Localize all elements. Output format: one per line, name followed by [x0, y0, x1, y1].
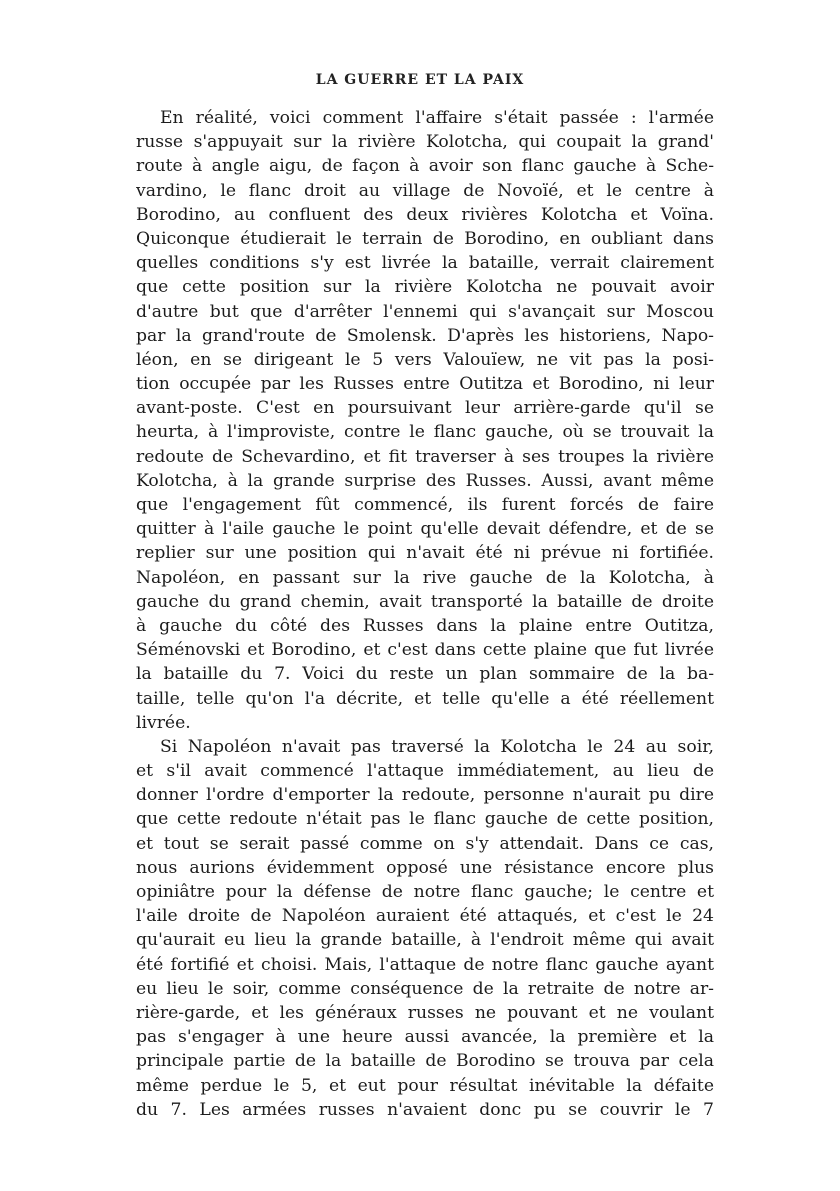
text-line: d'autre but que d'arrêter l'ennemi qui s'avançait sur Moscou: [136, 301, 714, 322]
text-line: et s'il avait commencé l'attaque immédiatement, au lieu de: [136, 761, 714, 782]
text-line: route à angle aigu, de façon à avoir son flanc gauche à Sche-: [136, 156, 714, 177]
text-line: rière-garde, et les généraux russes ne pouvant et ne voulant: [136, 1002, 714, 1023]
text-line: vardino, le flanc droit au village de Novoïé, et le centre à: [136, 180, 714, 201]
paragraph-1: [136, 106, 714, 735]
text-line: principale partie de la bataille de Borodino se trouva par cela: [136, 1051, 714, 1072]
text-line: du 7. Les armées russes n'avaient donc pu se couvrir le 7: [136, 1099, 714, 1120]
text-line: que l'engagement fût commencé, ils furent forcés de faire: [136, 495, 714, 515]
text-line: été fortifié et choisi. Mais, l'attaque de notre flanc gauche ayant: [136, 954, 714, 975]
text-line: pas s'engager à une heure aussi avancée, la première et la: [136, 1027, 714, 1048]
text-line: tion occupée par les Russes entre Outitza et Borodino, ni leur: [136, 374, 714, 395]
text-line: que cette position sur la rivière Kolotcha ne pouvait avoir: [136, 277, 714, 298]
text-line: heurta, à l'improviste, contre le flanc gauche, où se trouvait la: [136, 422, 714, 443]
text-line: taille, telle qu'on l'a décrite, et telle qu'elle a été réellement: [136, 688, 714, 709]
text-line: et tout se serait passé comme on s'y attendait. Dans ce cas,: [136, 833, 714, 854]
text-line: eu lieu le soir, comme conséquence de la retraite de notre ar-: [136, 978, 714, 999]
text-line: à gauche du côté des Russes dans la plaine entre Outitza,: [136, 615, 714, 636]
paragraph-2: [136, 735, 714, 1122]
text-line: que cette redoute n'était pas le flanc gauche de cette position,: [136, 809, 714, 830]
text-line: En réalité, voici comment l'affaire s'était passée : l'armée: [160, 108, 714, 128]
text-line: Séménovski et Borodino, et c'est dans cette plaine que fut livrée: [136, 640, 714, 661]
text-line: Napoléon, en passant sur la rive gauche de la Kolotcha, à: [136, 567, 714, 588]
text-line: replier sur une position qui n'avait été ni prévue ni fortifiée.: [136, 543, 714, 564]
text-line: russe s'appuyait sur la rivière Kolotcha, qui coupait la grand': [136, 132, 714, 153]
text-line: la bataille du 7. Voici du reste un plan sommaire de la ba-: [136, 664, 714, 685]
text-line: Quiconque étudierait le terrain de Borodino, en oubliant dans: [136, 228, 714, 249]
text-line: qu'aurait eu lieu la grande bataille, à l'endroit même qui avait: [136, 930, 714, 951]
text-line: livrée.: [136, 712, 191, 733]
text-line: avant-poste. C'est en poursuivant leur arrière-garde qu'il se: [136, 398, 714, 419]
text-line: Kolotcha, à la grande surprise des Russes. Aussi, avant même: [136, 470, 714, 491]
text-line: nous aurions évidemment opposé une résistance encore plus: [136, 857, 714, 878]
text-line: redoute de Schevardino, et fit traverser à ses troupes la rivière: [136, 446, 714, 467]
text-line: quitter à l'aile gauche le point qu'elle devait défendre, et de se: [136, 519, 714, 540]
text-line: opiniâtre pour la défense de notre flanc gauche; le centre et: [136, 882, 714, 902]
text-line: donner l'ordre d'emporter la redoute, personne n'aurait pu dire: [136, 785, 714, 806]
text-line: léon, en se dirigeant le 5 vers Valouïew, ne vit pas la posi-: [136, 349, 714, 370]
text-line: gauche du grand chemin, avait transporté la bataille de droite: [136, 591, 714, 612]
text-line: même perdue le 5, et eut pour résultat inévitable la défaite: [136, 1075, 714, 1096]
text-line: par la grand'route de Smolensk. D'après les historiens, Napo-: [136, 325, 714, 346]
running-head: LA GUERRE ET LA PAIX: [315, 72, 525, 88]
body-text: [136, 106, 714, 1122]
text-line: l'aile droite de Napoléon auraient été attaqués, et c'est le 24: [136, 906, 714, 927]
text-line: quelles conditions s'y est livrée la bataille, verrait clairement: [136, 253, 714, 274]
text-line: Borodino, au confluent des deux rivières Kolotcha et Voïna.: [136, 204, 714, 225]
text-line: Si Napoléon n'avait pas traversé la Kolotcha le 24 au soir,: [160, 736, 714, 757]
